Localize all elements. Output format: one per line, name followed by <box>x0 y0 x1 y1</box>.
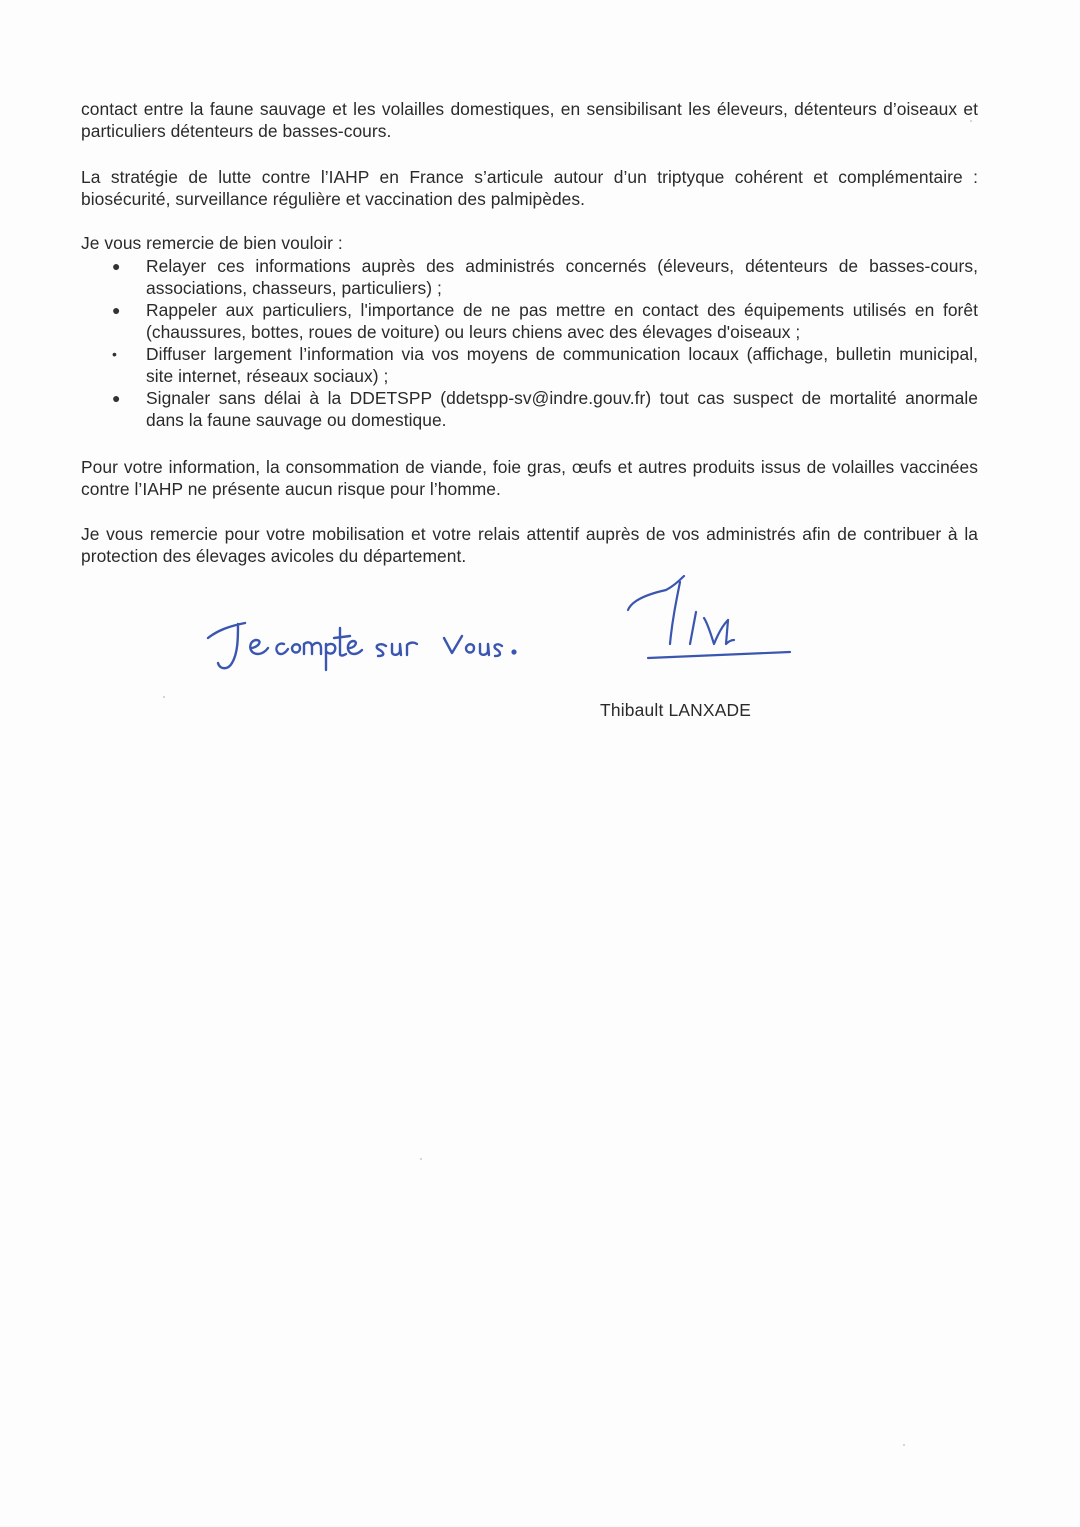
list-item <box>108 255 978 299</box>
bullet-icon: • <box>112 346 117 362</box>
paragraph-request-intro: Je vous remercie de bien vouloir : <box>81 233 343 253</box>
handwritten-note <box>200 608 530 678</box>
scan-speck <box>420 1158 422 1160</box>
bullet-icon: ● <box>112 390 121 406</box>
request-list <box>108 255 978 431</box>
signature-initials <box>618 572 798 667</box>
scan-speck <box>970 120 972 122</box>
list-item-text: Signaler sans délai à la DDETSPP (ddetspp-sv@indre.gouv.fr) tout cas suspect de mortalité anormale dans la faune sauvage ou domestique. <box>146 388 978 430</box>
bullet-icon: ● <box>112 258 121 274</box>
scan-speck <box>163 696 165 698</box>
list-item <box>108 299 978 343</box>
list-item-text: Diffuser largement l’information via vos moyens de communication locaux (affichage, bulletin municipal, site internet, réseaux sociaux) ; <box>146 344 978 386</box>
paragraph-strategy: La stratégie de lutte contre l’IAHP en France s’articule autour d’un triptyque cohérent et complémentaire : biosécurité, surveillance régulière et vaccination des palmipèdes. <box>81 167 978 209</box>
scan-speck <box>903 1444 905 1446</box>
bullet-icon: ● <box>112 302 121 318</box>
signatory-name: Thibault LANXADE <box>600 700 752 720</box>
paragraph-contact: contact entre la faune sauvage et les volailles domestiques, en sensibilisant les éleveurs, détenteurs d’oiseaux et particuliers détenteurs de basses-cours. <box>81 99 978 141</box>
list-item <box>108 343 978 387</box>
paragraph-thanks: Je vous remercie pour votre mobilisation et votre relais attentif auprès de vos administrés afin de contribuer à la protection des élevages avicoles du département. <box>81 524 978 566</box>
list-item-text: Rappeler aux particuliers, l'importance de ne pas mettre en contact des équipements utilisés en forêt (chaussures, bottes, roues de voiture) ou leurs chiens avec des élevages d'oiseaux ; <box>146 300 978 342</box>
list-item <box>108 387 978 431</box>
paragraph-information: Pour votre information, la consommation de viande, foie gras, œufs et autres produits issus de volailles vaccinées contre l’IAHP ne présente aucun risque pour l’homme. <box>81 457 978 499</box>
list-item-text: Relayer ces informations auprès des administrés concernés (éleveurs, détenteurs de basses-cours, associations, chasseurs, particuliers) ; <box>146 256 978 298</box>
